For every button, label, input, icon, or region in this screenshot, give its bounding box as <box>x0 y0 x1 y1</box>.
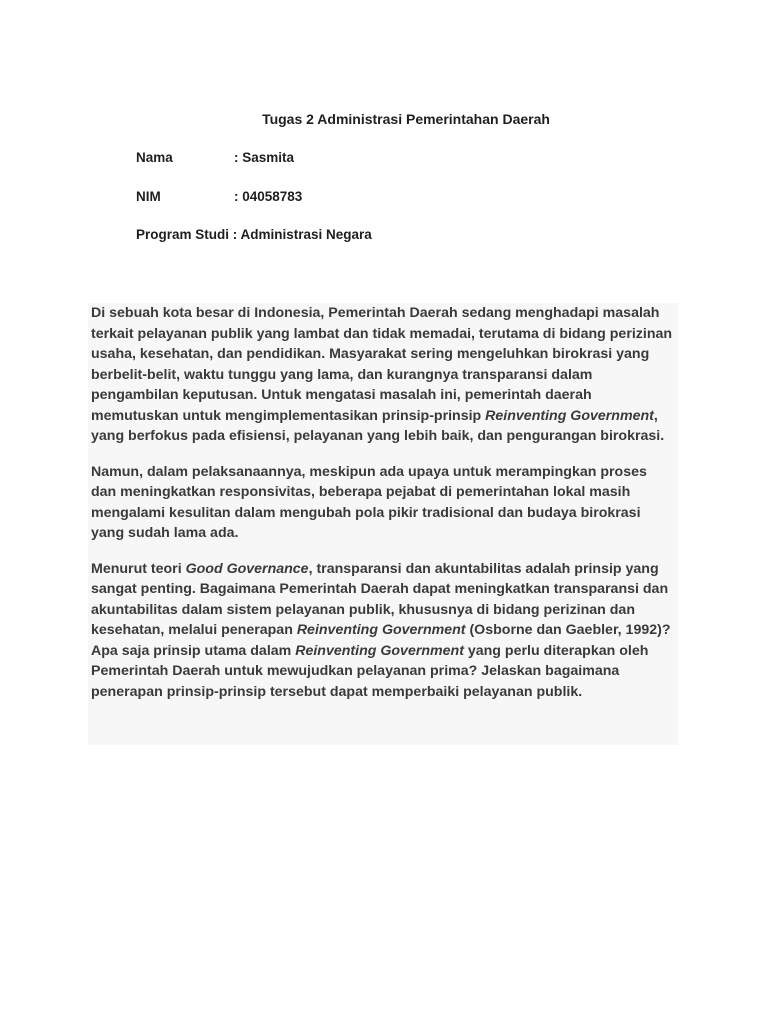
paragraph-1-emphasis-1: Reinventing Government <box>485 407 654 424</box>
case-text-block <box>88 303 678 745</box>
info-row-nim <box>136 189 302 204</box>
paragraph-3-emphasis-2: Reinventing Government <box>296 622 466 638</box>
nama-label: Nama <box>136 150 173 165</box>
document-title: Tugas 2 Administrasi Pemerintahan Daerah <box>262 111 550 127</box>
paragraph-1 <box>91 303 676 447</box>
paragraph-1-text-b: , yang berfokus pada efisiensi, pelayanan yang lebih baik, dan pengurangan birokrasi. <box>91 407 665 444</box>
paragraph-3-emphasis-3: Reinventing Government <box>295 642 464 659</box>
paragraph-3-emphasis-1: Good Governance <box>185 560 309 577</box>
paragraph-3-text-d: yang perlu diterapkan oleh Pemerintah Daerah untuk mewujudkan pelayanan prima? Jelaskan bagaimana penerapan prinsip-prinsip tersebut dapat memperbaiki pelayanan publik. <box>91 642 649 700</box>
paragraph-3-text-c: (Osborne dan Gaebler, 1992)? Apa saja prinsip utama dalam <box>91 622 671 659</box>
paragraph-3 <box>91 559 676 703</box>
info-row-program-studi <box>136 227 372 242</box>
paragraph-3-text-a: Menurut teori <box>91 560 186 577</box>
nim-label: NIM <box>136 189 161 204</box>
program-studi-label: Program Studi <box>136 227 230 242</box>
paragraph-1-text-a: Di sebuah kota besar di Indonesia, Pemerintah Daerah sedang menghadapi masalah terkait pelayanan publik yang lambat dan tidak memadai, terutama di bidang perizinan usaha, kesehatan, dan pendidikan. Masyarakat sering mengeluhkan birokrasi yang berbelit-belit, waktu tunggu yang lama, dan kurangnya transparansi dalam pengambilan keputusan. Untuk mengatasi masalah ini, pemerintah daerah memutuskan untuk mengimplementasikan prinsip-prinsip <box>91 305 673 424</box>
program-studi-value: : Administrasi Negara <box>229 227 372 242</box>
paragraph-2-text-a: Namun, dalam pelaksanaannya, meskipun ada upaya untuk merampingkan proses dan meningkatkan responsivitas, beberapa pejabat di pemerintahan lokal masih mengalami kesulitan dalam mengubah pola pikir tradisional dan budaya birokrasi yang sudah lama ada. <box>91 463 647 541</box>
paragraph-3-text-b: , transparansi dan akuntabilitas adalah prinsip yang sangat penting. Bagaimana Pemerintah Daerah dapat meningkatkan transparansi dan akuntabilitas dalam sistem pelayanan publik, khususnya di bidang perizinan dan kesehatan, melalui penerapan <box>91 560 669 638</box>
paragraph-2 <box>91 462 676 544</box>
nama-value: : Sasmita <box>234 150 295 165</box>
nim-value: : 04058783 <box>234 189 303 204</box>
info-row-nama <box>136 150 294 165</box>
